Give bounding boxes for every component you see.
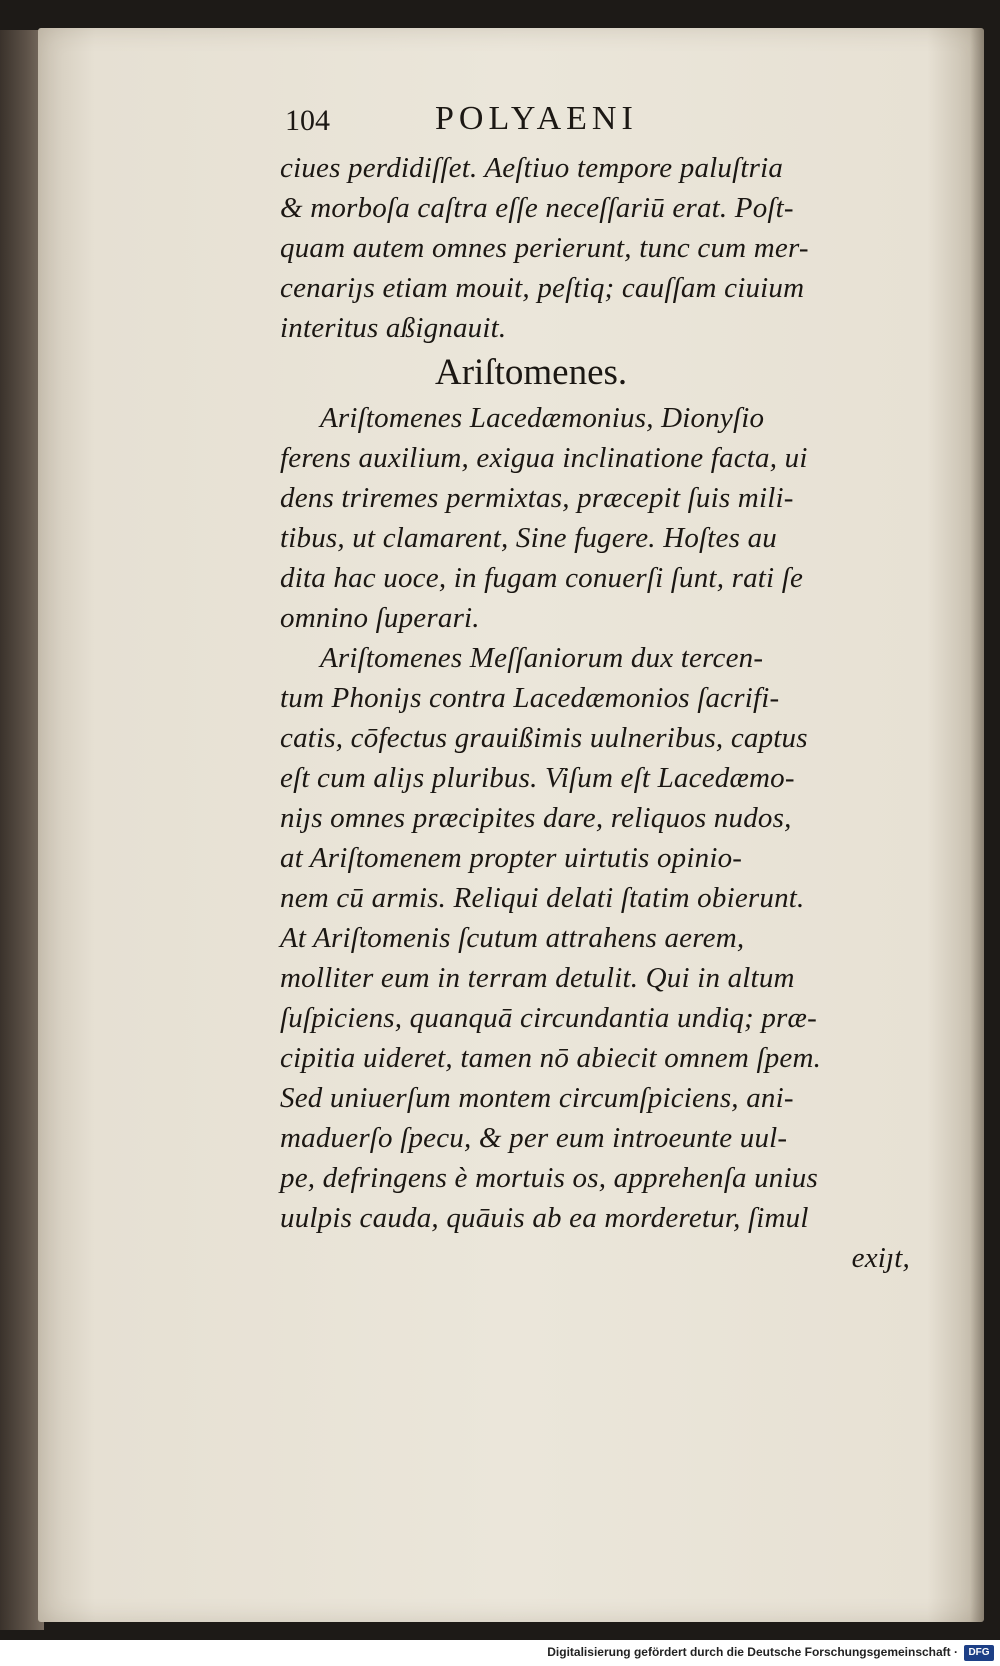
text-line: Ariſtomenes Meſſaniorum dux tercen- (320, 642, 764, 674)
text-line: dita hac uoce, in fugam conuerſi ſunt, rati ſe (280, 562, 804, 594)
text-line: eſt cum aliȷs pluribus. Viſum eſt Lacedæmo- (280, 762, 795, 794)
text-line: cenariȷs etiam mouit, peſtiq; cauſſam ciuium (280, 272, 805, 304)
text-line: quam autem omnes perierunt, tunc cum mer- (280, 232, 809, 264)
text-line: catis, cōfectus grauißimis uulneribus, captus (280, 722, 808, 754)
text-line: nem cū armis. Reliqui delati ſtatim obierunt. (280, 882, 805, 914)
page-number: 104 (285, 104, 330, 137)
text-line: Ariſtomenes Lacedæmonius, Dionyſio (320, 402, 765, 434)
text-line: ſuſpiciens, quanquā circundantia undiq; præ- (280, 1002, 817, 1034)
text-line: dens triremes permixtas, præcepit ſuis mili- (280, 482, 794, 514)
text-line: maduerſo ſpecu, & per eum introeunte uul- (280, 1122, 788, 1154)
text-line: tibus, ut clamarent, Sine fugere. Hoſtes au (280, 522, 777, 554)
dfg-logo-icon: DFG (964, 1645, 994, 1661)
running-title: POLYAENI (435, 100, 638, 137)
funding-credit: Digitalisierung gefördert durch die Deutsche Forschungsgemeinschaft · (547, 1645, 958, 1659)
text-line: tum Phoniȷs contra Lacedæmonios ſacrifi- (280, 682, 780, 714)
text-line: pe, defringens è mortuis os, apprehenſa unius (280, 1162, 818, 1194)
text-line: interitus aßignauit. (280, 312, 507, 344)
body-text (280, 148, 920, 1278)
page-edge-shadow (970, 28, 984, 1622)
text-line: niȷs omnes præcipites dare, reliquos nudos, (280, 802, 792, 834)
text-line: at Ariſtomenem propter uirtutis opinio- (280, 842, 743, 874)
digitization-footer (0, 1640, 1000, 1666)
section-heading: Ariſtomenes. (435, 352, 628, 393)
text-line: & morboſa caſtra eſſe neceſſariū erat. Poſt- (280, 192, 794, 224)
text-line: At Ariſtomenis ſcutum attrahens aerem, (280, 922, 745, 954)
text-line: Sed uniuerſum montem circumſpiciens, ani- (280, 1082, 794, 1114)
catchword: exiȷt, (851, 1242, 910, 1274)
page-header (285, 100, 725, 150)
text-line: molliter eum in terram detulit. Qui in altum (280, 962, 795, 994)
text-line: ferens auxilium, exigua inclinatione facta, ui (280, 442, 808, 474)
text-line: ciues perdidiſſet. Aeſtiuo tempore paluſtria (280, 152, 784, 184)
text-line: omnino ſuperari. (280, 602, 480, 634)
text-line: cipitia uideret, tamen nō abiecit omnem ſpem. (280, 1042, 822, 1074)
text-line: uulpis cauda, quāuis ab ea morderetur, ſimul (280, 1202, 809, 1234)
